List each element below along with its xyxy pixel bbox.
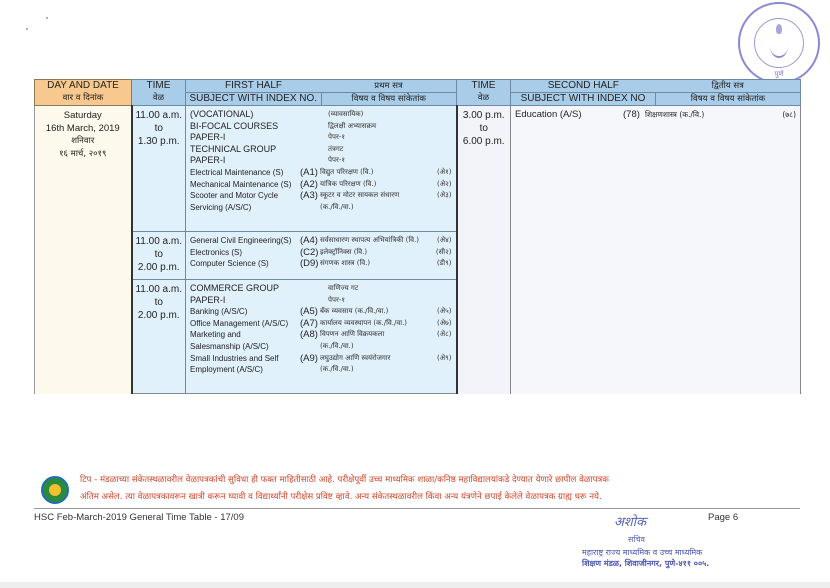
date-mr: १६ मार्च, २०१९: [59, 148, 107, 159]
subject-line: PAPER-I पेपर-१: [190, 132, 345, 143]
subject-line: Banking (A/S/C) (A5) बँक व्यवसाय (क./वि./वा.) (अे५): [190, 306, 452, 318]
table-row: [35, 106, 801, 232]
page-number: Page 6: [708, 512, 739, 523]
header-time-en: TIME: [146, 80, 171, 91]
time2-from: 3.00 p.m.: [462, 110, 505, 121]
time-to-word: to: [154, 297, 163, 308]
board-seal: [738, 2, 820, 84]
signature: अशोक: [614, 515, 647, 530]
header-time2-mr: वेळ: [477, 93, 490, 103]
time-from: 11.00 a.m.: [135, 110, 182, 121]
subject-line: Office Management (A/S/C) (A7) कार्यालय व्यवस्थापन (क./वि./वा.) (अे७): [190, 317, 452, 329]
disclaimer-line-2: अंतिम असेल. त्या वेळापत्रकावरून खात्री करून घ्यावी व विद्यार्थ्यांनी परीक्षेस प्रविष्ट व्हावे. अन्य संकेतस्थळावरील किंवा अन्य यंत्रणेने छपाई केलेले वेळापत्रक ग्राह्य धरू नये.: [80, 492, 602, 502]
subject-line: BI-FOCAL COURSES द्विलक्षी अभ्यासक्रम: [190, 120, 377, 131]
subject-cell-2: [511, 106, 801, 394]
time-table: [34, 79, 801, 394]
date-en: 16th March, 2019: [45, 122, 120, 134]
logo-emblem: [49, 484, 61, 496]
day-date-cell: [35, 106, 132, 394]
header-second-half-en: SECOND HALF: [547, 80, 619, 91]
subject-line: Electrical Maintenance (S) (A1) विद्युत परिरक्षण (वि.) (अे१): [190, 166, 452, 178]
weekday-en: Saturday: [63, 110, 102, 121]
subject-line: (VOCATIONAL) (व्यावसायिक): [190, 109, 364, 119]
time-slot-cell: [132, 280, 186, 394]
subject-cell: [186, 232, 457, 280]
header-subject2-mr: विषय व विषय सांकेतांक: [690, 94, 766, 104]
board-address-line-2: शिक्षण मंडळ, शिवाजीनगर, पुणे-४११ ००५.: [582, 559, 710, 568]
subject2-line: Education (A/S) (78) शिक्षणशास्त्र (क./वि.) (७८): [515, 109, 796, 120]
board-logo-icon: [41, 476, 69, 504]
scan-speck: [46, 17, 48, 19]
disclaimer-note: [80, 472, 800, 506]
document-title: HSC Feb-March-2019 General Time Table - 17/09: [34, 512, 244, 523]
time-slot-cell: [132, 232, 186, 280]
subject-line: COMMERCE GROUP वाणिज्य गट: [190, 283, 359, 293]
lamp-icon: [770, 34, 788, 58]
subject-line: Salesmanship (A/S/C) (क./वि./वा.): [190, 341, 354, 351]
subject-cell: [186, 280, 457, 394]
subject-line: Employment (A/S/C) (क./वि./वा.): [190, 365, 354, 375]
table-header-row: [35, 80, 801, 106]
time-to: 1.30 p.m.: [137, 136, 180, 147]
time-slot-cell-2: [457, 106, 511, 394]
time-to-word: to: [154, 249, 163, 260]
subject-line: Mechanical Maintenance (S) (A2) यांत्रिक परिरक्षण (वि.) (अे२): [190, 178, 452, 190]
subject-line: PAPER-I पेपर-१: [190, 294, 345, 305]
header-subject2-en: SUBJECT WITH INDEX NO: [511, 93, 656, 105]
header-time: [132, 80, 186, 106]
header-day-date-en: DAY AND DATE: [47, 80, 119, 91]
scan-speck: [26, 28, 28, 30]
lamp-flame-icon: [776, 24, 782, 34]
time-to-word: to: [154, 123, 163, 134]
subject-line: Electronics (S) (C2) इलेक्ट्रॉनिक्स (वि.) (सी२): [190, 246, 452, 258]
header-time-2: [457, 80, 511, 106]
time-to: 2.00 p.m.: [137, 262, 180, 273]
header-second-half: [511, 80, 801, 106]
header-day-date-mr: वार व दिनांक: [62, 93, 104, 103]
time2-to: 6.00 p.m.: [462, 136, 505, 147]
header-first-half: [186, 80, 457, 106]
subject-line: TECHNICAL GROUP तंत्रगट: [190, 143, 344, 154]
disclaimer-line-1: टिप - मंडळाच्या संकेतस्थळावरील वेळापत्रकांची सुविधा ही फक्त माहितीसाठी आहे. परीक्षेपूर्वी उच्च माध्यमिक शाळा/कनिष्ठ महाविद्यालयांकडे देण्यात येणारे छापील वेळापत्रक: [80, 475, 609, 485]
header-time2-en: TIME: [471, 80, 496, 91]
time-from: 11.00 a.m.: [135, 236, 182, 247]
time2-to-word: to: [479, 123, 488, 134]
time-from: 11.00 a.m.: [135, 284, 182, 295]
time-to: 2.00 p.m.: [137, 310, 180, 321]
header-time-mr: वेळ: [152, 93, 165, 103]
subject-line: Servicing (A/S/C) (क./वि./वा.): [190, 202, 354, 212]
subject-line: Small Industries and Self (A9) लघुउद्योग आणि स्वयंरोजगार (अे९): [190, 352, 452, 364]
subject-line: General Civil Engineering(S) (A4) सर्वसाधारण स्थापत्य अभियांत्रिकी (वि.) (अे४): [190, 235, 452, 246]
footer-divider: [34, 508, 800, 509]
subject-line: Computer Science (S) (D9) संगणक शास्त्र (वि.) (डी९): [190, 258, 452, 270]
header-subject-mr: विषय व विषय सांकेतांक: [351, 94, 426, 104]
subject-cell: [186, 106, 457, 232]
subject-line: Marketing and (A8) विपणन आणि विक्रयकला (अे८): [190, 329, 452, 341]
seal-city: पुणे: [774, 70, 784, 78]
scan-edge: [0, 582, 830, 588]
subject-line: Scooter and Motor Cycle (A3) स्कूटर व मोटर सायकल संधारण (अे३): [190, 190, 452, 202]
header-second-half-mr: द्वितीय सत्र: [711, 81, 744, 91]
header-subject-en: SUBJECT WITH INDEX NO.: [186, 93, 322, 105]
subject-line: PAPER-I पेपर-१: [190, 155, 345, 166]
board-address-line-1: महाराष्ट्र राज्य माध्यमिक व उच्च माध्यमिक: [582, 548, 703, 557]
header-first-half-mr: प्रथम सत्र: [374, 81, 403, 91]
header-first-half-en: FIRST HALF: [224, 80, 283, 91]
signatory-title: सचिव: [628, 535, 646, 544]
weekday-mr: शनिवार: [71, 136, 95, 146]
board-address: [582, 547, 709, 569]
header-day-date: [35, 80, 132, 106]
time-slot-cell: [132, 106, 186, 232]
